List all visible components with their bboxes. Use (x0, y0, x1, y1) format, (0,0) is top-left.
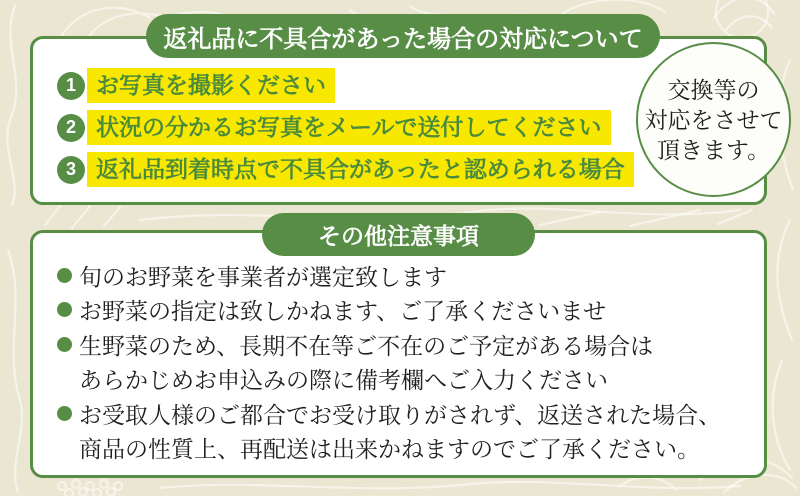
note-text: お受取人様のご都合でお受け取りがされず、返送された場合、 (79, 401, 722, 428)
step-3-number-badge-icon: 3 (57, 156, 85, 184)
notes-section-title: その他注意事項 (318, 223, 479, 249)
note-text: 生野菜のため、長期不在等ご不在のご予定がある場合は (79, 332, 654, 359)
defect-step-2 (57, 110, 611, 145)
bullet-dot-icon (57, 337, 72, 352)
step-3-label: 返礼品到着時点で不具合があったと認められる場合 (87, 152, 634, 187)
exchange-circle-line-3: 頂きます。 (656, 136, 771, 163)
note-text: お野菜の指定は致しかねます、ご了承くださいませ (79, 298, 607, 325)
exchange-circle-line-1: 交換等の (667, 76, 760, 103)
defect-step-1 (57, 68, 335, 103)
defect-section-title: 返礼品に不具合があった場合の対応について (163, 25, 643, 53)
defect-section-title-pill (146, 14, 660, 58)
notes-list (57, 258, 747, 465)
bullet-dot-icon (57, 268, 72, 283)
step-2-number-badge-icon: 2 (57, 114, 85, 142)
note-item-continuation (57, 431, 747, 466)
note-text: 旬のお野菜を事業者が選定致します (79, 263, 447, 290)
bullet-dot-icon (57, 302, 72, 317)
note-item (57, 293, 747, 328)
step-2-label: 状況の分かるお写真をメールで送付してください (87, 110, 611, 145)
step-1-label: お写真を撮影ください (87, 68, 335, 103)
exchange-response-circle (636, 42, 791, 197)
defect-step-3 (57, 152, 634, 187)
notes-section-title-pill (262, 213, 535, 256)
note-item (57, 396, 747, 431)
bullet-dot-icon (57, 406, 72, 421)
note-text: 商品の性質上、再配送は出来かねますのでご了承ください。 (79, 436, 700, 463)
note-text: あらかじめお申込みの際に備考欄へご入力ください (79, 367, 608, 394)
exchange-circle-line-2: 対応をさせて (644, 106, 783, 133)
note-item (57, 258, 747, 293)
step-1-number-badge-icon: 1 (57, 72, 85, 100)
note-item-continuation (57, 362, 747, 397)
note-item (57, 327, 747, 362)
